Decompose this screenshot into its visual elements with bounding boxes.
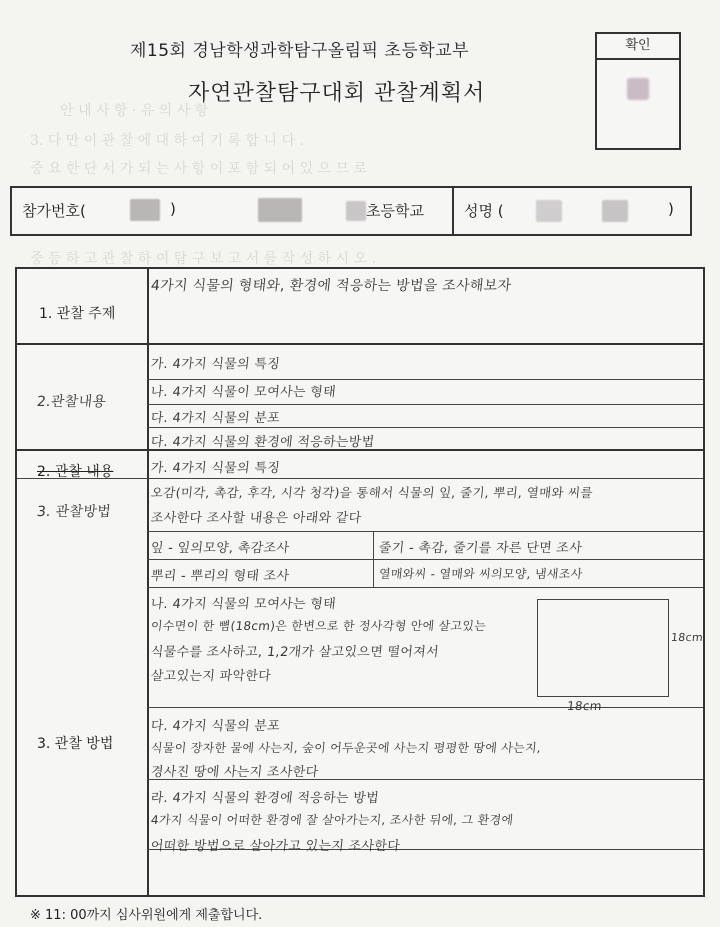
topic-text: 4가지 식물의 형태와, 환경에 적응하는 방법을 조사해보자 — [150, 278, 513, 294]
label-column-divider — [147, 269, 149, 895]
row-divider — [17, 343, 703, 345]
content-label-handwritten: 2.관찰내용 — [36, 394, 108, 410]
confirm-label: 확인 — [597, 34, 679, 60]
name-label: 성명 ( — [464, 202, 504, 220]
name-close: ) — [668, 200, 674, 218]
subgrid-line — [147, 531, 703, 532]
method-ra-line1: 라. 4가지 식물의 환경에 적응하는 방법 — [150, 791, 380, 806]
method-ga-line2: 조사한다 조사할 내용은 아래와 같다 — [150, 511, 363, 526]
subgrid-divider — [373, 531, 374, 587]
subgrid-fruit: 열매와씨 - 열매와 씨의모양, 냄새조사 — [378, 567, 584, 581]
subgrid-stem: 줄기 - 촉감, 줄기를 자른 단면 조사 — [378, 541, 583, 556]
entry-number-label: 참가번호( — [22, 202, 86, 220]
quadrat-square-sketch — [537, 599, 669, 697]
guide-line — [147, 427, 703, 428]
identity-row — [10, 186, 692, 236]
school-name-redacted-2 — [346, 201, 366, 221]
content-item-4: 다. 4가지 식물의 환경에 적응하는방법 — [150, 435, 376, 450]
method-da-line1: 다. 4가지 식물의 분포 — [150, 719, 281, 734]
name-redacted-1 — [536, 200, 562, 222]
confirm-box — [595, 32, 681, 150]
topic-label: 1. 관찰 주제 — [39, 306, 116, 322]
method-ra-line2: 4가지 식물이 어떠한 환경에 잘 살아가는지, 조사한 뒤에, 그 환경에 — [150, 813, 515, 827]
name-redacted-2 — [602, 200, 628, 222]
content-item-3: 다. 4가지 식물의 분포 — [150, 411, 281, 426]
bleed-through-background: 안 내 사 항 · 유 의 사 항 3. 다 만 이 관 찰 에 대 하 여 기 록 합 니 다 . 중 요 한 단 서 가 되 는 사 항 이 포 함 되 어 있 으 므 로 중 등 하 고 관 찰 하 여 탐 구 보 고 서 를 작 성 하 시 오 . — [30, 103, 376, 267]
document-title: 자연관찰탐구대회 관찰계획서 — [188, 81, 486, 106]
method-da-line2: 식물이 장자한 물에 사는지, 숲이 어두운곳에 사는지 평평한 땅에 사는지, — [150, 741, 542, 755]
method-ra-line3: 어떠한 방법으로 살아가고 있는지 조사한다 — [150, 839, 401, 854]
guide-line — [147, 707, 703, 708]
method-label-handwritten: 3. 관찰방법 — [36, 504, 112, 520]
submission-note: ※ 11: 00까지 심사위원에게 제출합니다. — [30, 908, 263, 923]
method-da-line3: 경사진 땅에 사는지 조사한다 — [150, 765, 320, 780]
observation-plan-table — [15, 267, 705, 897]
school-name-redacted — [258, 198, 302, 222]
subgrid-line — [147, 559, 703, 560]
content-item-1: 가. 4가지 식물의 특징 — [150, 357, 281, 372]
confirm-stamp-redacted — [627, 78, 649, 100]
method-na-line4: 살고있는지 파악한다 — [150, 669, 272, 684]
content-label-printed: 2. 관찰 내용 — [37, 464, 114, 480]
square-right-label: 18cm — [670, 631, 704, 644]
method-ga-line1: 오감(미각, 촉감, 후각, 시각 청각)을 통해서 식물의 잎, 줄기, 뿌리, 열매와 씨를 — [150, 485, 594, 500]
entry-number-redacted — [130, 199, 160, 221]
content-item-2: 나. 4가지 식물이 모여사는 형태 — [150, 385, 337, 400]
subgrid-line — [147, 587, 703, 588]
guide-line — [147, 404, 703, 405]
contest-title: 제15회 경남학생과학탐구올림픽 초등학교부 — [130, 41, 470, 61]
guide-line — [17, 478, 703, 479]
identity-divider — [452, 188, 454, 234]
method-na-line1: 나. 4가지 식물의 모여사는 형태 — [150, 597, 337, 612]
subgrid-root: 뿌리 - 뿌리의 형태 조사 — [150, 569, 291, 584]
entry-number-close: ) — [170, 200, 176, 218]
method-na-line3: 식물수를 조사하고, 1,2개가 살고있으면 떨어져서 — [150, 645, 440, 660]
method-ga-title: 가. 4가지 식물의 특징 — [150, 461, 281, 476]
method-na-line2: 이수면이 한 뼘(18cm)은 한변으로 한 정사각형 안에 살고있는 — [150, 619, 487, 633]
square-side-label: 18cm — [566, 699, 603, 713]
subgrid-leaf: 잎 - 잎의모양, 촉감조사 — [150, 541, 291, 556]
school-suffix: 초등학교 — [366, 202, 424, 220]
method-label-printed: 3. 관찰 방법 — [37, 736, 114, 752]
guide-line — [147, 379, 703, 380]
